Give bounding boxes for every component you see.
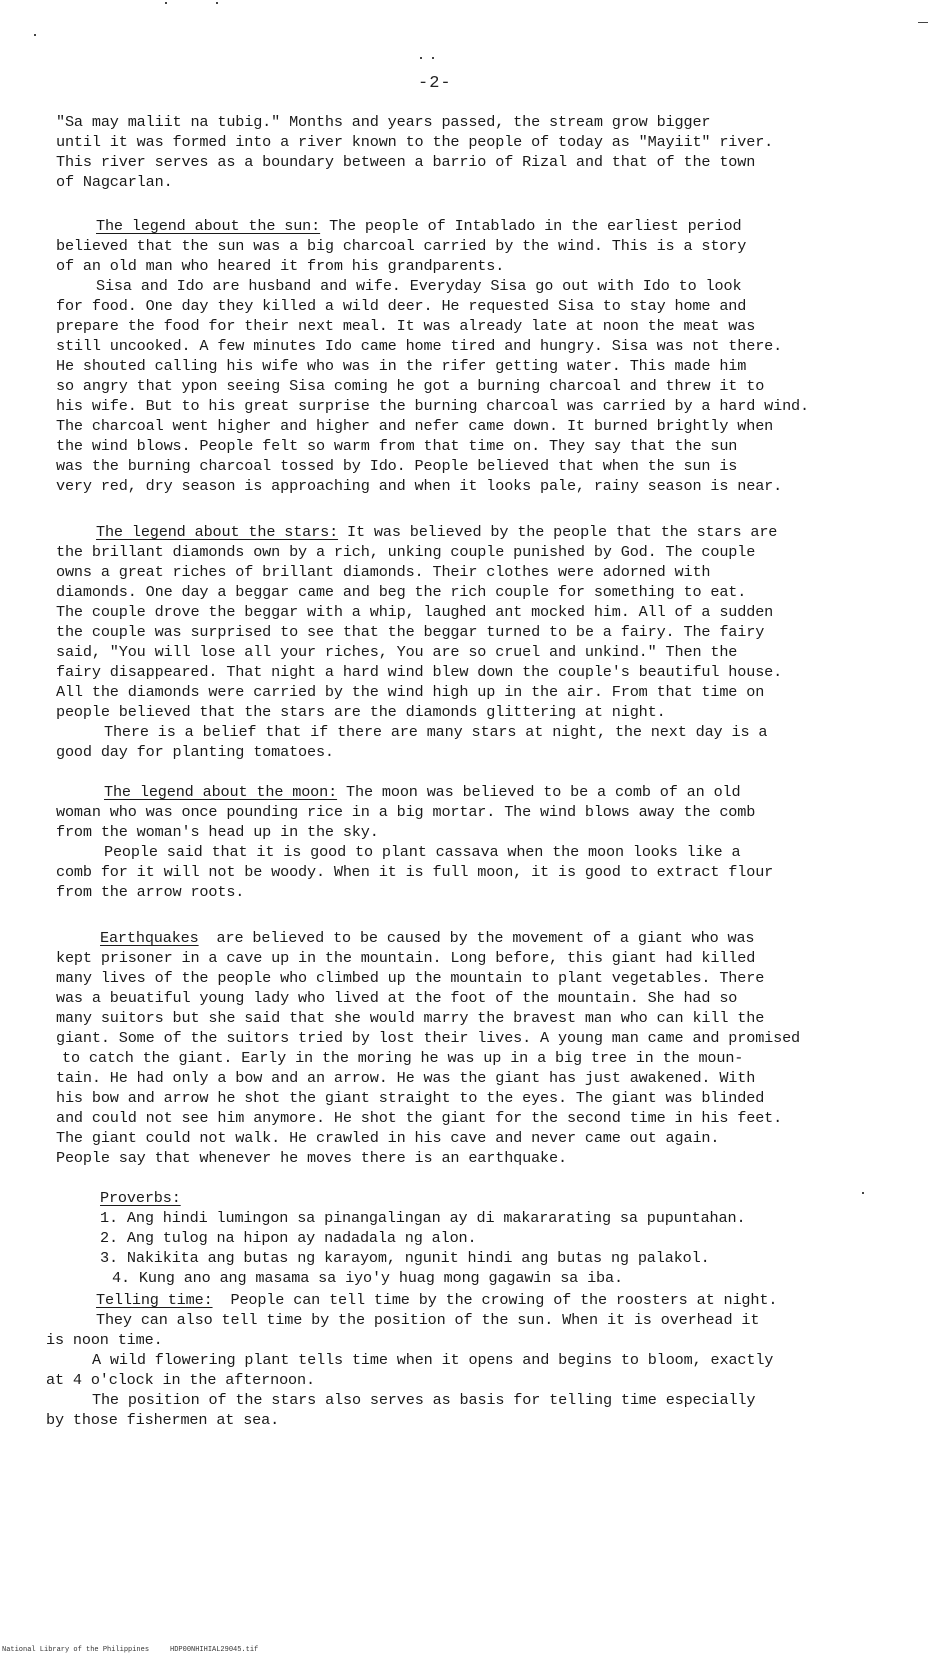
- proverbs-heading: Proverbs:: [100, 1189, 181, 1207]
- text-line: diamonds. One day a beggar came and beg the rich couple for something to eat.: [56, 583, 747, 601]
- text-line: The legend about the stars: It was believed by the people that the stars are: [96, 523, 778, 541]
- text-line: the brillant diamonds own by a rich, unking couple punished by God. The couple: [56, 543, 756, 561]
- text-line: believed that the sun was a big charcoal carried by the wind. This is a story: [56, 237, 747, 255]
- text-line: from the arrow roots.: [56, 883, 245, 901]
- scan-speck: [165, 2, 167, 4]
- text-line: his wife. But to his great surprise the burning charcoal was carried by a hard wind.: [56, 397, 809, 415]
- text-line: of an old man who heared it from his grandparents.: [56, 257, 505, 275]
- scan-speck: [34, 34, 36, 36]
- text-line: "Sa may maliit na tubig." Months and years passed, the stream grow bigger: [56, 113, 711, 131]
- text-line: The position of the stars also serves as basis for telling time especially: [92, 1391, 756, 1409]
- text-line: and could not see him anymore. He shot the giant for the second time in his feet.: [56, 1109, 783, 1127]
- text-line: the couple was surprised to see that the beggar turned to be a fairy. The fairy: [56, 623, 765, 641]
- text-line: the wind blows. People felt so warm from that time on. They say that the sun: [56, 437, 738, 455]
- stars-legend-heading: The legend about the stars:: [96, 523, 339, 541]
- text-line: comb for it will not be woody. When it is full moon, it is good to extract flour: [56, 863, 774, 881]
- scan-speck: [918, 22, 928, 23]
- proverb-item: 1. Ang hindi lumingon sa pinangalingan ay di makararating sa pupuntahan.: [100, 1209, 746, 1227]
- telling-time-heading: Telling time:: [96, 1291, 213, 1309]
- text-line: many suitors but she said that she would marry the bravest man who can kill the: [56, 1009, 765, 1027]
- page-number: -2-: [418, 74, 452, 93]
- proverb-item: 4. Kung ano ang masama sa iyo'y huag mong gagawin sa iba.: [112, 1269, 623, 1287]
- scan-speck: [432, 57, 434, 59]
- text-line: The legend about the moon: The moon was believed to be a comb of an old: [104, 783, 741, 801]
- text-line: People said that it is good to plant cassava when the moon looks like a: [104, 843, 741, 861]
- text-line: People say that whenever he moves there is an earthquake.: [56, 1149, 567, 1167]
- text-line: The charcoal went higher and higher and nefer came down. It burned brightly when: [56, 417, 774, 435]
- text-line: by those fishermen at sea.: [46, 1411, 280, 1429]
- text-line: from the woman's head up in the sky.: [56, 823, 379, 841]
- text-line: is noon time.: [46, 1331, 163, 1349]
- text-line: to catch the giant. Early in the moring he was up in a big tree in the moun-: [62, 1049, 744, 1067]
- text-line: said, "You will lose all your riches, You are so cruel and unkind." Then the: [56, 643, 738, 661]
- text-line: fairy disappeared. That night a hard wind blew down the couple's beautiful house.: [56, 663, 783, 681]
- sun-legend-heading: The legend about the sun:: [96, 217, 321, 235]
- proverbs-section: [100, 1188, 910, 1288]
- text-line: Earthquakes are believed to be caused by the movement of a giant who was: [100, 929, 755, 947]
- text-line: All the diamonds were carried by the wind high up in the air. From that time on: [56, 683, 765, 701]
- text-line: still uncooked. A few minutes Ido came home tired and hungry. Sisa was not there.: [56, 337, 783, 355]
- text-line: until it was formed into a river known to the people of today as "Mayiit" river.: [56, 133, 774, 151]
- scan-speck: [216, 2, 218, 4]
- text-line: was a beuatiful young lady who lived at the foot of the mountain. She had so: [56, 989, 738, 1007]
- text-line: his bow and arrow he shot the giant straight to the eyes. The giant was blinded: [56, 1089, 765, 1107]
- text-line: They can also tell time by the position of the sun. When it is overhead it: [96, 1311, 760, 1329]
- text-line: so angry that ypon seeing Sisa coming he got a burning charcoal and threw it to: [56, 377, 765, 395]
- text-line: Telling time: People can tell time by the crowing of the roosters at night.: [96, 1291, 778, 1309]
- text-line: people believed that the stars are the diamonds glittering at night.: [56, 703, 666, 721]
- text-line: tain. He had only a bow and an arrow. He was the giant has just awakened. With: [56, 1069, 756, 1087]
- telling-time-section: [46, 1290, 916, 1430]
- earthquakes-paragraph: [56, 928, 911, 1168]
- text-line: was the burning charcoal tossed by Ido. People believed that when the sun is: [56, 457, 738, 475]
- archive-footer: National Library of the Philippines HDP00NHIHIAL29045.tif: [2, 1646, 259, 1654]
- sun-legend-paragraph: [56, 216, 911, 496]
- earthquakes-heading: Earthquakes: [100, 929, 199, 947]
- intro-paragraph: [56, 112, 911, 192]
- text-line: woman who was once pounding rice in a big mortar. The wind blows away the comb: [56, 803, 756, 821]
- text-line: The legend about the sun: The people of Intablado in the earliest period: [96, 217, 742, 235]
- proverb-item: 2. Ang tulog na hipon ay nadadala ng alon.: [100, 1229, 477, 1247]
- text-line: Sisa and Ido are husband and wife. Everyday Sisa go out with Ido to look: [96, 277, 742, 295]
- text-line: for food. One day they killed a wild deer. He requested Sisa to stay home and: [56, 297, 747, 315]
- moon-legend-paragraph: [56, 782, 911, 902]
- text-line: This river serves as a boundary between a barrio of Rizal and that of the town: [56, 153, 756, 171]
- text-line: giant. Some of the suitors tried by lost their lives. A young man came and promised: [56, 1029, 801, 1047]
- text-line: at 4 o'clock in the afternoon.: [46, 1371, 315, 1389]
- moon-legend-heading: The legend about the moon:: [104, 783, 338, 801]
- text-line: A wild flowering plant tells time when it opens and begins to bloom, exactly: [92, 1351, 774, 1369]
- text-line: good day for planting tomatoes.: [56, 743, 334, 761]
- text-line: The giant could not walk. He crawled in his cave and never came out again.: [56, 1129, 720, 1147]
- text-line: of Nagcarlan.: [56, 173, 173, 191]
- text-line: He shouted calling his wife who was in the rifer getting water. This made him: [56, 357, 747, 375]
- text-line: kept prisoner in a cave up in the mountain. Long before, this giant had killed: [56, 949, 756, 967]
- proverb-item: 3. Nakikita ang butas ng karayom, ngunit hindi ang butas ng palakol.: [100, 1249, 710, 1267]
- text-line: owns a great riches of brillant diamonds. Their clothes were adorned with: [56, 563, 711, 581]
- stars-legend-paragraph: [56, 522, 911, 762]
- text-line: very red, dry season is approaching and when it looks pale, rainy season is near.: [56, 477, 783, 495]
- text-line: The couple drove the beggar with a whip, laughed ant mocked him. All of a sudden: [56, 603, 774, 621]
- text-line: many lives of the people who climbed up the mountain to plant vegetables. There: [56, 969, 765, 987]
- text-line: prepare the food for their next meal. It was already late at noon the meat was: [56, 317, 756, 335]
- scan-speck: [420, 57, 422, 59]
- text-line: There is a belief that if there are many stars at night, the next day is a: [104, 723, 768, 741]
